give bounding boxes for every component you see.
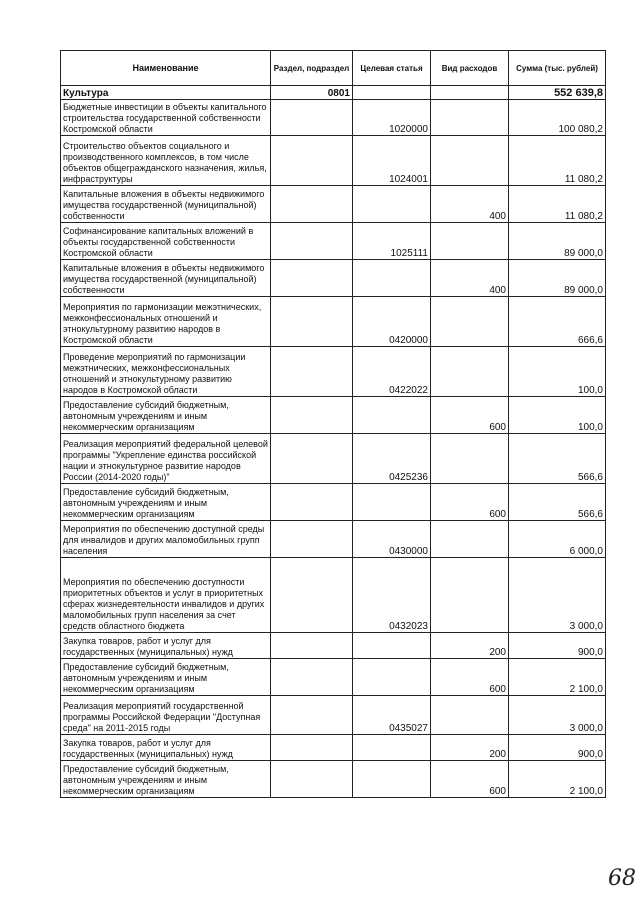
cell-name: Мероприятия по обеспечению доступной среды для инвалидов и других маломобильных групп населения [61,521,271,558]
cell-target [353,761,431,798]
cell-type [431,434,509,484]
budget-table [60,50,606,798]
cell-name: Предоставление субсидий бюджетным, автономным учреждениям и иным некоммерческим организациям [61,397,271,434]
cell-type: 200 [431,735,509,761]
cell-target [353,186,431,223]
cell-section [271,223,353,260]
table-row [61,633,606,659]
cell-type [431,100,509,136]
cell-section [271,397,353,434]
header-type: Вид расходов [431,51,509,86]
table-row [61,659,606,696]
table-row [61,521,606,558]
cell-target: 0425236 [353,434,431,484]
page-number: 68 [608,866,636,891]
cell-name: Реализация мероприятий государственной программы Российской Федерации "Доступная среда" на 2011-2015 годы [61,696,271,735]
cell-name: Бюджетные инвестиции в объекты капитального строительства государственной собственности Костромской области [61,100,271,136]
table-row [61,761,606,798]
cell-type [431,136,509,186]
cell-sum: 900,0 [509,633,606,659]
cell-name: Софинансирование капитальных вложений в объекты государственной собственности Костромской области [61,223,271,260]
cell-type: 600 [431,761,509,798]
cell-name: Закупка товаров, работ и услуг для государственных (муниципальных) нужд [61,735,271,761]
cell-target [353,484,431,521]
cell-type [431,521,509,558]
cell-type: 600 [431,484,509,521]
cell-name: Строительство объектов социального и производственного комплексов, в том числе объектов общегражданского назначения, жилья, инфраструктуры [61,136,271,186]
cell-target: 0420000 [353,297,431,347]
cell-section [271,347,353,397]
cell-sum: 100,0 [509,347,606,397]
cell-name: Мероприятия по обеспечению доступности приоритетных объектов и услуг в приоритетных сферах жизнедеятельности инвалидов и других маломобильных групп населения за счет средств областного бюджета [61,558,271,633]
cell-section [271,100,353,136]
cell-type: 400 [431,260,509,297]
cell-type: 400 [431,186,509,223]
table-row [61,297,606,347]
header-name: Наименование [61,51,271,86]
cell-section [271,434,353,484]
cell-target [353,86,431,100]
table-row [61,186,606,223]
table-row [61,260,606,297]
cell-section [271,297,353,347]
header-sum: Сумма (тыс. рублей) [509,51,606,86]
cell-name: Капитальные вложения в объекты недвижимого имущества государственной (муниципальной) собственности [61,260,271,297]
cell-section [271,484,353,521]
cell-type [431,696,509,735]
cell-target [353,397,431,434]
cell-target [353,260,431,297]
cell-type [431,223,509,260]
table-body [61,86,606,798]
table-row [61,397,606,434]
cell-sum: 900,0 [509,735,606,761]
header-section: Раздел, подраздел [271,51,353,86]
cell-section [271,136,353,186]
cell-sum: 2 100,0 [509,761,606,798]
table-row-culture [61,86,606,100]
cell-type: 600 [431,397,509,434]
cell-sum: 666,6 [509,297,606,347]
cell-section [271,521,353,558]
cell-sum: 3 000,0 [509,558,606,633]
cell-section [271,761,353,798]
cell-type: 600 [431,659,509,696]
cell-type [431,347,509,397]
cell-section [271,558,353,633]
cell-section [271,633,353,659]
cell-sum: 89 000,0 [509,260,606,297]
cell-name: Культура [61,86,271,100]
cell-sum: 552 639,8 [509,86,606,100]
cell-target: 0435027 [353,696,431,735]
cell-name: Мероприятия по гармонизации межэтнических, межконфессиональных отношений и этнокультурному развитию народов в Костромской области [61,297,271,347]
cell-sum: 566,6 [509,434,606,484]
cell-name: Реализация мероприятий федеральной целевой программы "Укрепление единства российской нации и этнокультурное развитие народов России (2014-2020 годы)" [61,434,271,484]
cell-target: 1025111 [353,223,431,260]
cell-sum: 566,6 [509,484,606,521]
cell-sum: 3 000,0 [509,696,606,735]
cell-sum: 2 100,0 [509,659,606,696]
cell-sum: 11 080,2 [509,136,606,186]
cell-sum: 100 080,2 [509,100,606,136]
cell-target: 1020000 [353,100,431,136]
table-row [61,558,606,633]
cell-section: 0801 [271,86,353,100]
table-row [61,100,606,136]
cell-sum: 89 000,0 [509,223,606,260]
table-row [61,347,606,397]
table-row [61,434,606,484]
cell-sum: 6 000,0 [509,521,606,558]
cell-target: 1024001 [353,136,431,186]
table-row [61,136,606,186]
cell-section [271,696,353,735]
cell-name: Предоставление субсидий бюджетным, автономным учреждениям и иным некоммерческим организациям [61,761,271,798]
cell-name: Капитальные вложения в объекты недвижимого имущества государственной (муниципальной) собственности [61,186,271,223]
header-target: Целевая статья [353,51,431,86]
cell-sum: 100,0 [509,397,606,434]
table-row [61,735,606,761]
cell-target: 0430000 [353,521,431,558]
cell-name: Предоставление субсидий бюджетным, автономным учреждениям и иным некоммерческим организациям [61,659,271,696]
table-row [61,223,606,260]
cell-name: Проведение мероприятий по гармонизации межэтнических, межконфессиональных отношений и этнокультурному развитию народов в Костромской области [61,347,271,397]
cell-target [353,735,431,761]
cell-section [271,260,353,297]
cell-name: Закупка товаров, работ и услуг для государственных (муниципальных) нужд [61,633,271,659]
cell-sum: 11 080,2 [509,186,606,223]
header-row [61,51,606,86]
cell-type [431,558,509,633]
cell-type: 200 [431,633,509,659]
cell-type [431,86,509,100]
cell-type [431,297,509,347]
cell-section [271,659,353,696]
table-row [61,484,606,521]
table-row [61,696,606,735]
cell-target [353,659,431,696]
cell-section [271,735,353,761]
cell-target: 0432023 [353,558,431,633]
cell-target [353,633,431,659]
cell-target: 0422022 [353,347,431,397]
cell-section [271,186,353,223]
cell-name: Предоставление субсидий бюджетным, автономным учреждениям и иным некоммерческим организациям [61,484,271,521]
